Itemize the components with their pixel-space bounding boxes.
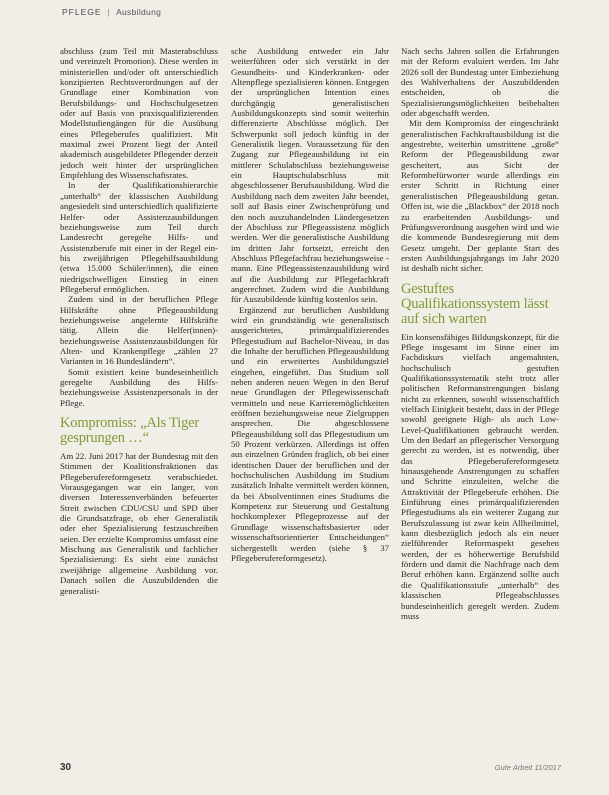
journal-footer: Gute Arbeit 11/2017 [494, 763, 561, 772]
paragraph: sche Ausbildung entweder ein Jahr weiterführen oder sich verstärkt in der Gesundheits- und Kinderkranken- oder Altenpflege spezialisieren können. Entgegen der ursprünglichen Intention eines durchgängig generalistischen Ausbildungskonzepts sind somit weiterhin differenzierte Abschlüsse möglich. Der Schwerpunkt soll jedoch künftig in der Generalistik liegen. Voraussetzung für den Zugang zur Pflegeausbildung ist ein mittlerer Schulabschluss beziehungsweise ein Hauptschulabschluss mit abgeschlossener Berufsausbildung. Wird die Ausbildung nach dem zweiten Jahr beendet, soll auf Basis einer Zwischenprüfung und den noch auszuhandelnden Ländergesetzen der Abschluss zur Pflegeassistenz möglich werden. Wer die generalistische Ausbildung im dritten Jahr fortsetzt, erreicht den Abschluss Pflegefachfrau beziehungsweise -mann. Eine Pflegeassistenzausbildung wird auf die Ausbildung zur Pflegefachkraft angerechnet. Zudem wird die Ausbildung für Auszubildende künftig kostenlos sein. [231, 46, 389, 305]
paragraph: Mit dem Kompromiss der eingeschränkt generalistischen Fachkraftausbildung ist die angestrebte, weiterhin umstrittene „große“ Reform der Pflegeausbildung zwar gescheitert, aus Sicht der Reformbefürworter wurde allerdings ein erster Schritt in Richtung einer generalistischen Pflegeausbildung getan. Offen ist, wie die „Blackbox“ der 2018 noch zu erarbeitenden Ausbildungs- und Prüfungsverordnung ausgehen wird und wie die kommende Bundesregierung mit dem Gesetz umgeht. Der geplante Start des ersten Ausbildungsjahrgangs im Jahr 2020 ist deshalb nicht sicher. [401, 118, 559, 274]
paragraph: Zudem sind in der beruflichen Pflege Hilfskräfte ohne Pflegeausbildung beziehungsweise angelernte Hilfskräfte tätig. Allein die Helfer(innen)- beziehungsweise Assistenzausbildungen für Alten- und Krankenpflege „zählen 27 Varianten in 16 Bundesländern“. [60, 294, 218, 367]
text-column-3 [401, 46, 559, 621]
page-number: 30 [60, 762, 72, 773]
paragraph: Ergänzend zur beruflichen Ausbildung wird ein grundständig wie generalistisch ausgerichtetes, primärqualifizierendes Pflegestudium auf Bachelor-Niveau, in das die Inhalte der beruflichen Pflegeausbildung und ein erweitertes Ausbildungsziel eingehen, eingeführt. Das Studium soll neben anderen neuen Wegen in den Beruf neue Grundlagen der Pflegewissenschaft vermitteln und neue Karrieremöglichkeiten eröffnen beziehungsweise neue Zielgruppen ansprechen. Die abgeschlossene Pflegeausbildung soll das Pflegestudium um 50 Prozent verkürzen. Allerdings ist offen aus einzelnen Gründen fraglich, ob bei einer identischen Dauer der beruflichen und der hochschulischen Ausbildung im Studium zusätzlich Inhalte vermittelt werden können, da bei Absolventinnen eines Studiums die Kompetenz zur Steuerung und Gestaltung hochkomplexer Pflegeprozesse auf der Grundlage wissenschaftsbasierter oder wissenschaftsorientierter Entscheidungen“ sichergestellt werden (siehe § 37 Pflegeberufereformgesetz). [231, 304, 389, 563]
paragraph: Am 22. Juni 2017 hat der Bundestag mit den Stimmen der Koalitionsfraktionen das Pflegeberufereformgesetz verabschiedet. Vorausgegangen war ein langer, von diversen Interessenverbänden befeuerter Streit zwischen CDU/CSU und SPD über die Grundsatzfrage, ob eher Generalistik oder eher Spezialisierung festzuschreiben seien. Der erzielte Kompromiss umfasst eine Mischung aus Generalistik und fachlicher Spezialisierung: Es sieht eine zunächst zweijährige allgemeine Ausbildung vor. Danach sollen die Auszubildenden die generalisti- [60, 451, 218, 596]
paragraph: In der Qualifikationshierarchie „unterhalb“ der klassischen Ausbildung angesiedelt sind unterschiedlich qualifizierte Helfer- oder Assistenzausbildungen beziehungsweise zum Teil durch Landesrecht geregelte Hilfs- und Assistenzberufe mit einer in der Regel ein- bis zweijährigen Pflegehilfsausbildung (etwa 15.000 Schüler/innen), die einen niedrigschwelligen Einstieg in einen Pflegeberuf ermöglichen. [60, 180, 218, 294]
subheading: Gestuftes Qualifikationssystem lässt auf sich warten [401, 280, 549, 327]
section-label: PFLEGE [62, 7, 102, 17]
paragraph: Somit existiert keine bundeseinheitlich geregelte Ausbildung des Hilfs- beziehungsweise Assistenzpersonals in der Pflege. [60, 366, 218, 408]
subheading: Kompromiss: „Als Tiger gesprungen …“ [60, 415, 200, 447]
paragraph: abschluss (zum Teil mit Masterabschluss und vereinzelt Promotion). Diese werden in ministeriellen und/oder oft unterschiedlich konzipierten Rechtsverordnungen auf der Grundlage einer Kombination von Berufsbildungs- und Hochschulgesetzen oder auf Basis von praxisqualifizierenden Modellstudiengängen für die Ausübung eines Pflegeberufes qualifiziert. Mit maximal zwei Prozent liegt der Anteil akademisch ausgebildeter Pflegender derzeit jedoch weit hinter der ursprünglichen Empfehlung des Wissenschaftsrates. [60, 46, 218, 181]
paragraph: Nach sechs Jahren sollen die Erfahrungen mit der Reform evaluiert werden. Im Jahr 2026 soll der Bundestag unter Einbeziehung des Wahlverhaltens der Auszubildenden entscheiden, ob die Spezialisierungsmöglichkeiten beibehalten oder abgeschafft werden. [401, 46, 559, 119]
topic-label: Ausbildung [116, 7, 162, 17]
header-divider: | [107, 7, 111, 17]
text-column-2 [231, 46, 389, 563]
paragraph: Ein konsensfähiges Bildungskonzept, für die Pflege insgesamt im Sinne einer im Fachdiskurs vielfach angemahnten, hochschulisch gestuften Qualifikationssystematik steht trotz aller politischen Reformanstrengungen bislang nicht zu erkennen, sowohl wissenschaftlich vielfach Einigkeit besteht, dass in der Pflege sowohl geeignete High- als auch Low-Level-Qualifikationen gebraucht werden. Um den Bedarf an pflegerischer Versorgung gerecht zu werden, ist es notwendig, über das Pflegeberufereformgesetz hinausgehende Anstrengungen zu schaffen und Schritte einzuleiten, welche die Attraktivität der Pflegeberufe erhöhen. Die Einführung eines primärqualifizierenden Pflegestudiums als ein weiterer Zugang zur Berufszulassung ist zwar kein Allheilmittel, kann diesbezüglich jedoch als ein neuer zielführender Reformaspekt gesehen werden, der es höherwertige Berufsbild fördern und damit die Nachfrage nach dem Beruf erhöhen kann. Ergänzend sollte auch die Qualifikationsstufe „unterhalb“ des klassischen Pflegeabschlusses bundeseinheitlich geregelt werden. Zudem muss [401, 331, 559, 621]
running-header [62, 4, 562, 20]
text-column-1 [60, 46, 218, 596]
